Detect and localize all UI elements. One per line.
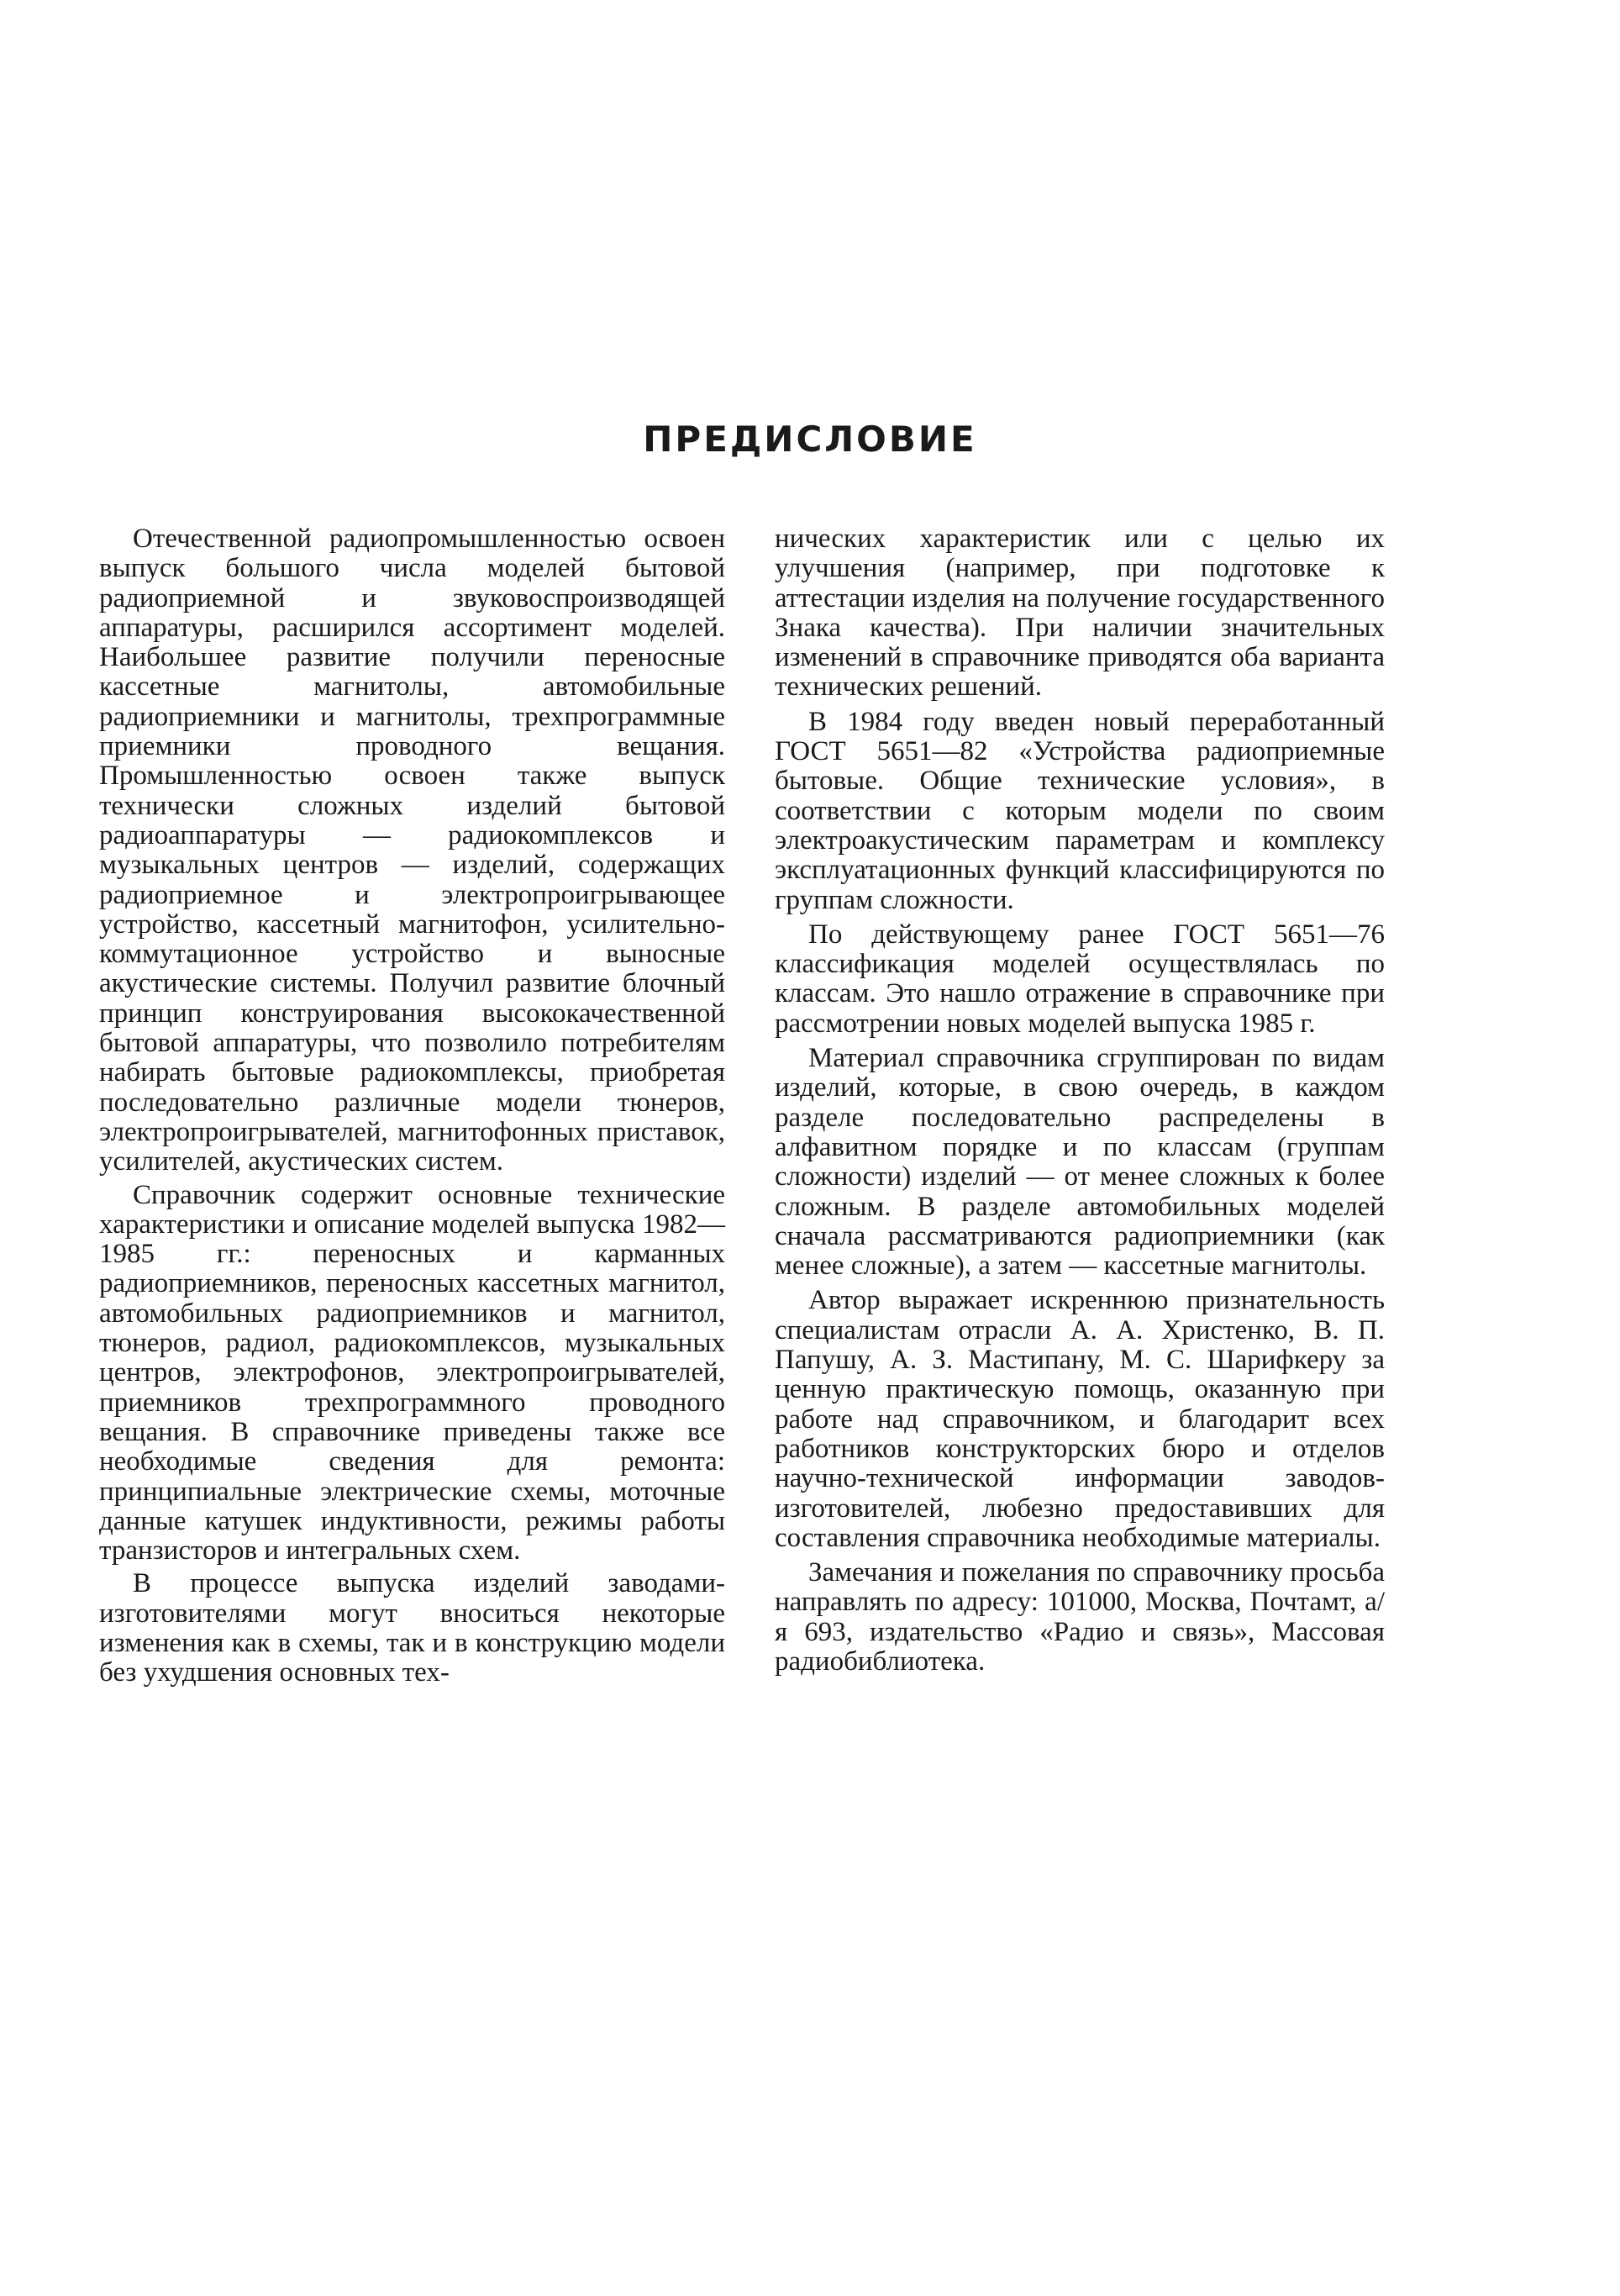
- paragraph-manufacturing-changes-continued: нических характеристик или с целью их улучшения (например, при подготовке к аттестации изделия на получение государственного Знака качества). При наличии значительных изменений в справочнике приводятся оба варианта технических решений.: [775, 524, 1385, 703]
- paragraph-industry-overview: Отечественной радиопромышленностью освоен выпуск большого числа моделей бытовой радиоприемной и звуковоспроизводящей аппаратуры, расширился ассортимент моделей. Наибольшее развитие получили переносные кассетные магнитолы, автомобильные радиоприемники и магнитолы, трехпрограммные приемники проводного вещания. Промышленностью освоен также выпуск технически сложных изделий бытовой радиоаппаратуры — радиокомплексов и музыкальных центров — изделий, содержащих радиоприемное и электропроигрывающее устройство, кассетный магнитофон, усилительно-коммутационное устройство и выносные акустические системы. Получил развитие блочный принцип конструирования высококачественной бытовой аппаратуры, что позволило потребителям набирать бытовые радиокомплексы, приобретая последовательно различные модели тюнеров, электропроигрывателей, магнитофонных приставок, усилителей, акустических систем.: [99, 524, 725, 1177]
- paragraph-feedback-address: Замечания и пожелания по справочнику просьба направлять по адресу: 101000, Москва, Почтамт, а/я 693, издательство «Радио и связь», Массовая радиобиблиотека.: [775, 1557, 1385, 1677]
- paragraph-gost-previous: По действующему ранее ГОСТ 5651—76 классификация моделей осуществлялась по классам. Это нашло отражение в справочнике при рассмотрении новых моделей выпуска 1985 г.: [775, 919, 1385, 1039]
- paragraph-handbook-contents: Справочник содержит основные технические характеристики и описание моделей выпуска 1982—1985 гг.: переносных и карманных радиоприемников, переносных кассетных магнитол, автомобильных радиоприемников и магнитол, тюнеров, радиол, радиокомплексов, музыкальных центров, электрофонов, электропроигрывателей, приемников трехпрограммного проводного вещания. В справочнике приведены также все необходимые сведения для ремонта: принципиальные электрические схемы, моточные данные катушек индуктивности, режимы работы транзисторов и интегральных схем.: [99, 1179, 725, 1567]
- paragraph-manufacturing-changes: В процессе выпуска изделий заводами-изготовителями могут вноситься некоторые изменения как в схемы, так и в конструкцию модели без ухудшения основных тех-: [99, 1568, 725, 1688]
- right-column: [775, 524, 1385, 1677]
- paragraph-gost-1984: В 1984 году введен новый переработанный ГОСТ 5651—82 «Устройства радиоприемные бытовые. Общие технические условия», в соответствии с которым модели по своим электроакустическим параметрам и комплексу эксплуатационных функций классифицируются по группам сложности.: [775, 706, 1385, 915]
- page-title: ПРЕДИСЛОВИЕ: [643, 419, 977, 460]
- paragraph-material-grouping: Материал справочника сгруппирован по видам изделий, которые, в свою очередь, в каждом разделе последовательно распределены в алфавитном порядке и по классам (группам сложности) изделий — от менее сложных к более сложным. В разделе автомобильных моделей сначала рассматриваются радиоприемники (как менее сложные), а затем — кассетные магнитолы.: [775, 1043, 1385, 1282]
- paragraph-acknowledgements: Автор выражает искреннюю признательность специалистам отрасли А. А. Христенко, В. П. Папушу, А. З. Мастипану, М. С. Шарифкеру за ценную практическую помощь, оказанную при работе над справочником, и благодарит всех работников конструкторских бюро и отделов научно-технической информации заводов-изготовителей, любезно предоставивших для составления справочника необходимые материалы.: [775, 1285, 1385, 1553]
- left-column: [99, 524, 725, 1688]
